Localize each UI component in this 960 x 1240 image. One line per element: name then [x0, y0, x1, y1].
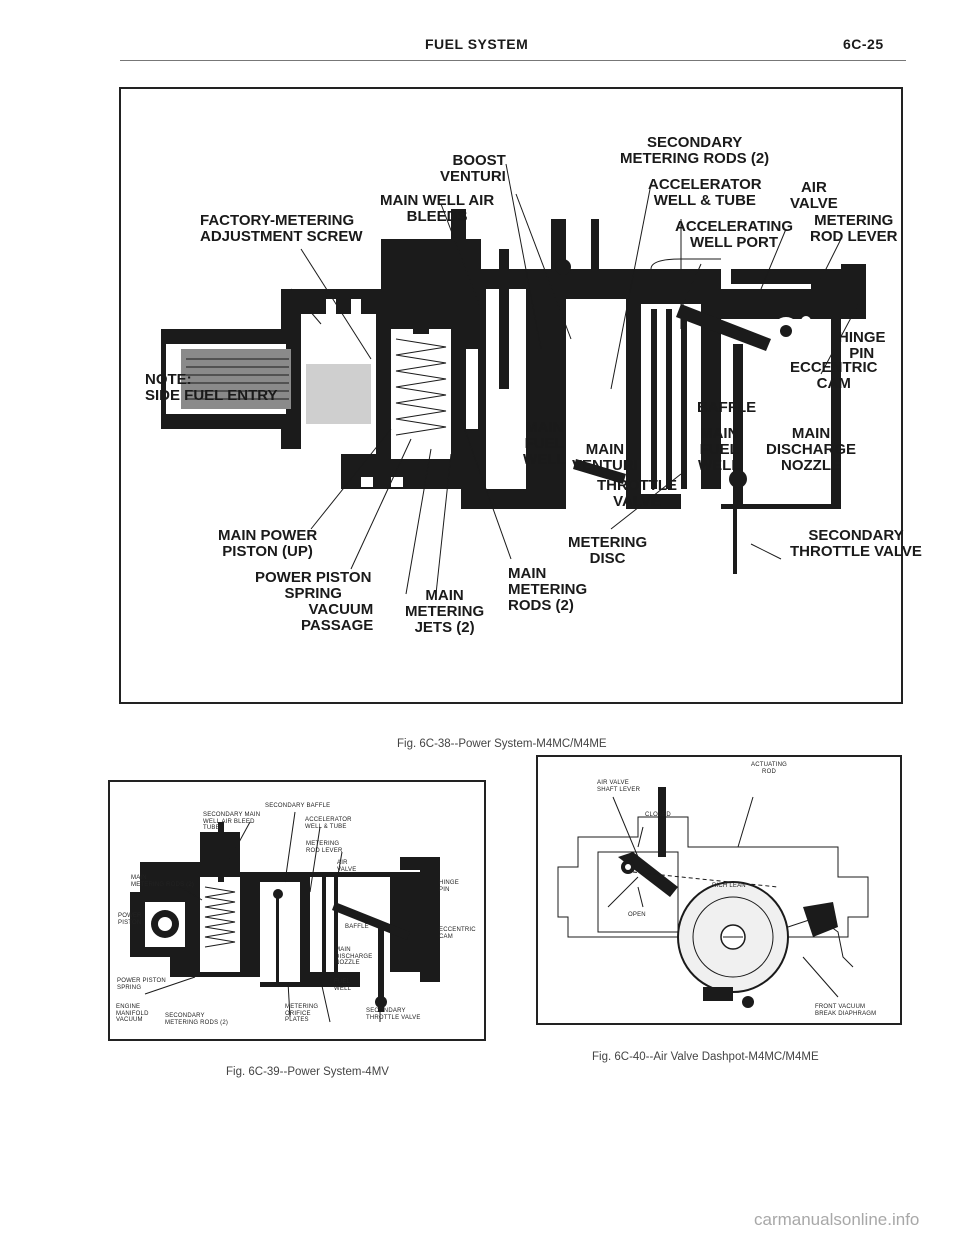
caption-fig-6c-38: Fig. 6C-38--Power System-M4MC/M4ME: [397, 738, 607, 750]
caption-fig-6c-40: Fig. 6C-40--Air Valve Dashpot-M4MC/M4ME: [592, 1051, 819, 1063]
label-vacuum-passage: VACUUM PASSAGE: [301, 601, 374, 634]
watermark[interactable]: carmanualsonline.info: [754, 1210, 920, 1229]
label-main-well-air-bleeds: MAIN WELL AIR BLEEDS: [380, 192, 495, 225]
fig40-label-closed: CLOSED: [645, 812, 671, 818]
fig39-label-power-piston-spring: POWER PISTON SPRING: [117, 978, 166, 991]
label-power-piston-spring: POWER PISTON SPRING: [255, 569, 372, 602]
fig40-label-front-vacuum-break: FRONT VACUUM BREAK DIAPHRAGM: [815, 1004, 877, 1017]
label-main-fuel-well-right: MAIN FUEL WELL: [698, 425, 741, 474]
fig39-label-secondary-main-well-air-bleed: SECONDARY MAIN WELL AIR BLEED TUBE: [203, 812, 261, 831]
label-secondary-throttle-valve: SECONDARY THROTTLE VALVE: [790, 527, 922, 560]
page-number: 6C-25: [843, 36, 884, 52]
label-factory-metering-screw: FACTORY-METERING ADJUSTMENT SCREW: [200, 212, 363, 245]
header-rule: [120, 60, 906, 61]
fig40-label-actuating-rod: ACTUATING ROD: [751, 762, 788, 775]
fig39-label-hinge-pin: HINGE PIN: [439, 880, 460, 893]
section-title: FUEL SYSTEM: [425, 36, 529, 52]
figure-6c-40-drawing: [538, 757, 900, 1023]
fig39-label-secondary-baffle: SECONDARY BAFFLE: [265, 803, 331, 809]
label-eccentric-cam: ECCENTRIC CAM: [790, 359, 878, 392]
label-main-fuel-well-left: MAIN FUEL WELL: [523, 419, 566, 468]
label-accelerating-well-port: ACCELERATING WELL PORT: [675, 218, 794, 251]
fig39-label-main-discharge-nozzle: MAIN DISCHARGE NOZZLE: [335, 947, 373, 966]
label-accelerator-well-tube: ACCELERATOR WELL & TUBE: [648, 176, 762, 209]
figure-6c-39-drawing: [110, 782, 484, 1039]
fig39-label-secondary-metering-rods: SECONDARY METERING RODS (2): [165, 1013, 229, 1026]
fig39-label-air-valve: AIR VALVE: [337, 860, 357, 873]
fig39-label-metering-orifice-plates: METERING ORIFICE PLATES: [285, 1004, 319, 1023]
fig39-label-main-metering-rods: MAIN METERING RODS (2): [131, 875, 195, 888]
label-main-venturi: MAIN VENTURI: [572, 441, 638, 474]
label-secondary-metering-rods: SECONDARY METERING RODS (2): [620, 134, 770, 167]
fig39-label-accelerator-well-tube: ACCELERATOR WELL & TUBE: [305, 817, 352, 830]
label-metering-disc: METERING DISC: [568, 534, 648, 567]
label-baffle: BAFFLE: [697, 399, 757, 416]
fig39-label-eccentric-cam: ECCENTRIC CAM: [439, 927, 476, 940]
fig39-label-fuel-well: FUEL WELL: [334, 979, 352, 992]
label-hinge-pin: HINGE PIN: [838, 329, 886, 362]
label-air-valve: AIR VALVE: [790, 179, 838, 212]
label-main-metering-jets: MAIN METERING JETS (2): [405, 587, 485, 636]
label-note-side-fuel-entry: NOTE: SIDE FUEL ENTRY: [145, 371, 278, 404]
label-metering-rod-lever: METERING ROD LEVER: [810, 212, 898, 245]
fig39-label-secondary-throttle-valve: SECONDARY THROTTLE VALVE: [366, 1008, 421, 1021]
label-throttle-valve: THROTTLE VALVE: [597, 477, 677, 510]
fig39-label-engine-manifold-vacuum: ENGINE MANIFOLD VACUUM: [116, 1004, 149, 1023]
fig40-label-open: OPEN: [628, 912, 646, 918]
label-boost-venturi: BOOST VENTURI: [440, 152, 506, 185]
caption-fig-6c-39: Fig. 6C-39--Power System-4MV: [226, 1066, 389, 1078]
label-main-power-piston: MAIN POWER PISTON (UP): [218, 527, 318, 560]
fig39-label-metering-rod-lever: METERING ROD LEVER: [306, 841, 343, 854]
fig40-label-rich-lean: RICH LEAN: [712, 883, 746, 889]
fig40-label-air-valve-shaft-lever: AIR VALVE SHAFT LEVER: [597, 780, 641, 793]
label-main-discharge-nozzle: MAIN DISCHARGE NOZZLE: [766, 425, 857, 474]
fig39-label-power-piston: POWER PISTON: [118, 913, 142, 926]
label-main-metering-rods: MAIN METERING RODS (2): [508, 565, 588, 614]
fig39-label-baffle: BAFFLE: [345, 924, 369, 930]
